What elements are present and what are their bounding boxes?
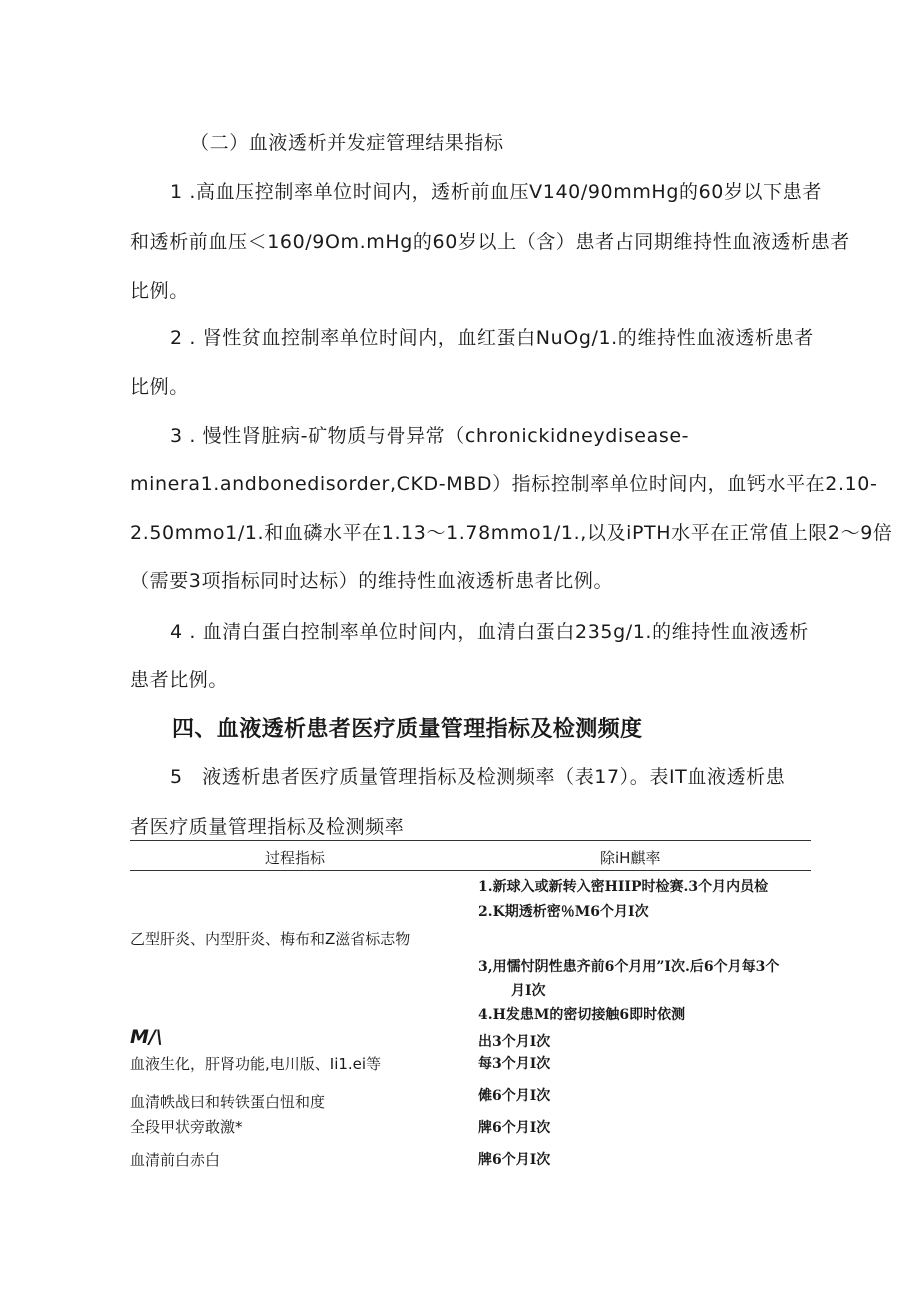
table-row-4-left: 血清帙战曰和转铁蛋白忸和度	[130, 1093, 326, 1111]
table-row-2-left: M/\	[130, 1026, 163, 1048]
table-row-1-right-line-5: 4.H发患M的密切接触6即时依测	[478, 1007, 686, 1023]
table-row-5-left: 全段甲状旁敢激*	[130, 1118, 243, 1136]
paragraph-3-line-2: minera1.andbonedisorder,CKD-MBD）指标控制率单位时间内，血钙水平在2.10-	[130, 473, 878, 495]
table-row-1-right-line-2: 2.K期透析密％M6个月I次	[478, 904, 649, 920]
paragraph-4-line-1: 4 . 血清白蛋白控制率单位时间内，血清白蛋白235g/1.的维持性血液透析	[170, 621, 809, 643]
table-row-4-right: 傩6个月I次	[478, 1088, 551, 1104]
section-title: （二）血液透析并发症管理结果指标	[190, 132, 504, 154]
table-header-rule	[130, 870, 811, 871]
paragraph-1-line-2: 和透析前血压＜160/9Om.mHg的60岁以上（含）患者占同期维持性血液透析患者	[130, 231, 850, 253]
paragraph-3-line-3: 2.50mmo1/1.和血磷水平在1.13～1.78mmo1/1.,以及iPTH水平在正常值上限2～9倍	[130, 522, 893, 544]
table-header-right: 除iH麒率	[600, 849, 661, 867]
paragraph-2-line-2: 比例。	[130, 376, 189, 398]
intro-line-2: 者医疗质量管理指标及检测频率	[130, 816, 405, 838]
paragraph-4-line-2: 患者比例。	[130, 669, 229, 691]
paragraph-1-line-3: 比例。	[130, 280, 189, 302]
table-row-3-right: 每3个月I次	[478, 1056, 551, 1072]
table-row-1-right-line-4: 月I次	[511, 983, 546, 999]
table-header-left: 过程指标	[265, 849, 326, 867]
paragraph-2-line-1: 2 . 肾性贫血控制率单位时间内，血红蛋白NuOg/1.的维持性血液透析患者	[170, 327, 814, 349]
table-top-rule	[130, 840, 811, 841]
table-row-6-right: 牌6个月I次	[478, 1152, 551, 1168]
table-row-2-right: 出3个月I次	[478, 1034, 551, 1050]
paragraph-1-line-1: 1 .高血压控制率单位时间内，透析前血压V140/90mmHg的60岁以下患者	[170, 181, 822, 203]
section-heading: 四、血液透析患者医疗质量管理指标及检测频度	[172, 717, 643, 742]
table-row-3-left: 血液生化，肝肾功能,电川版、Ii1.ei等	[130, 1055, 382, 1073]
paragraph-3-line-1: 3 . 慢性肾脏病-矿物质与骨异常（chronickidneydisease-	[170, 425, 690, 447]
table-row-6-left: 血清前白赤白	[130, 1151, 221, 1169]
intro-line-1: 5 液透析患者医疗质量管理指标及检测频率（表17）。表IT血液透析患	[170, 766, 786, 788]
paragraph-3-line-4: （需要3项指标同时达标）的维持性血液透析患者比例。	[130, 570, 614, 592]
table-row-5-right: 牌6个月I次	[478, 1120, 551, 1136]
table-row-1-right-line-1: 1.新球入或新转入密HIIP时检赛.3个月内员检	[478, 879, 769, 895]
table-row-1-right-line-3: 3,用懦忖阴性患齐前6个月用”I次.后6个月每3个	[478, 959, 780, 975]
table-row-1-left: 乙型肝炎、内型肝炎、梅布和Z滋省标志物	[130, 930, 411, 948]
